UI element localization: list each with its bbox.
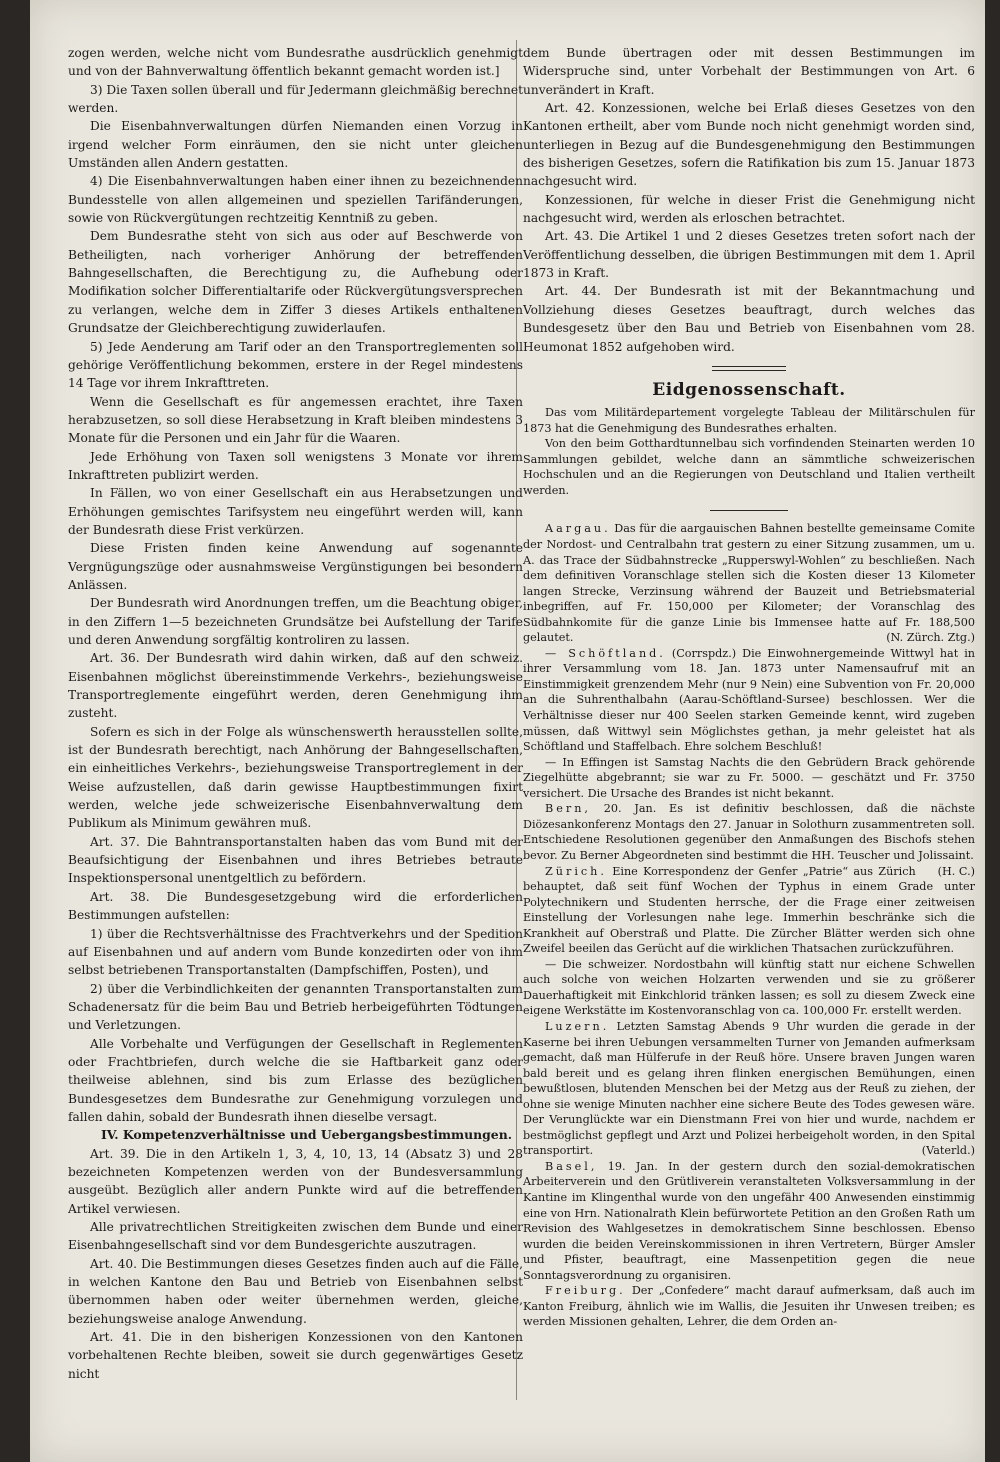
news-source: (Vaterld.) — [921, 1144, 975, 1158]
paragraph — [523, 405, 975, 436]
news-text: (Corrspdz.) Die Einwohnergemeinde Wittwyl hat in ihrer Versammlung vom 18. Jan. 1873 unter Namensaufruf mit an Einstimmigkeit grenzendem Mehr (nur 9 Nein) eine Subvention von Fr. 20,000 an die Suhrenthalbahn (Aarau-Schöftland-Sursee) beschlossen. Wer die Verhältnisse dieser nur 400 Seelen starken Gemeinde kennt, wird zugeben müssen, daß Wittwyl sein Möglichstes gethan, ja mehr geleistet hat als Schöftland und Staffelbach. Ehre solchem Beschluß! — [523, 646, 975, 754]
paragraph-text: Art. 36. Der Bundesrath wird dahin wirken, daß auf den schweiz. Eisenbahnen möglichst übereinstimmende Verkehrs-, beziehungsweise Transportreglemente eingeführt werden, deren Genehmigung ihm zusteht. — [68, 651, 523, 721]
news-place: Bern, — [545, 802, 591, 816]
news-place: Luzern. — [545, 1019, 610, 1033]
paragraph — [68, 1145, 523, 1218]
news-place: Aargau. — [545, 522, 611, 536]
paragraph — [68, 227, 523, 337]
news-place: Basel, — [545, 1159, 598, 1173]
paragraph — [68, 833, 523, 888]
paragraph-text: Alle Vorbehalte und Verfügungen der Gesellschaft in Reglementen oder Frachtbriefen, durch welche die sie Haftbarkeit ganz oder theilweise ablehnen, sind bis zum Erlasse des bezüglichen Bundesgesetzes dem Bundesrathe zur Genehmigung vorzulegen und fallen dahin, sobald der Bundesrath ihnen dieselbe versagt. — [68, 1036, 523, 1124]
paragraph-text: Alle privatrechtlichen Streitigkeiten zwischen dem Bunde und einer Eisenbahngesellschaft sind vor dem Bundesgerichte auszutragen. — [68, 1220, 523, 1253]
law-text-continuation — [523, 44, 975, 356]
paragraph — [68, 1328, 523, 1383]
news-place: — Schöftland. — [545, 646, 666, 660]
paragraph-text: 1) über die Rechtsverhältnisse des Frachtverkehrs und der Spedition auf Eisenbahnen und auf andern vom Bunde konzedirten oder von ihm selbst betriebenen Transportanstalten (Dampfschiffen, Posten), und — [68, 926, 523, 978]
paragraph-text: Art. 38. Die Bundesgesetzgebung wird die erforderlichen Bestimmungen aufstellen: — [68, 889, 523, 923]
news-item — [523, 521, 975, 645]
paragraph-text: In Fällen, wo von einer Gesellschaft ein aus Herabsetzungen und Erhöhungen gemischtes Tarifsystem neu eingeführt werden will, kann der Bundesrath diese Frist verkürzen. — [68, 486, 523, 537]
paragraph — [68, 117, 523, 172]
paragraph — [68, 925, 523, 980]
paragraph — [68, 888, 523, 925]
paragraph-text: Art. 41. Die in den bisherigen Konzessionen von den Kantonen vorbehaltenen Rechte bleiben, soweit sie durch gegenwärtiges Gesetz nicht — [68, 1330, 523, 1381]
paragraph — [68, 980, 523, 1035]
paragraph-text: 4) Die Eisenbahnverwaltungen haben einer ihnen zu bezeichnenden Bundesstelle von allen allgemeinen und speziellen Tarifänderungen, sowie von Rückvergütungen rechtzeitig Kenntniß zu geben. — [68, 174, 523, 226]
paragraph-text: Art. 40. Die Bestimmungen dieses Gesetzes finden auch auf die Fälle, in welchen Kantone den Bau und Betrieb von Eisenbahnen selbst übernommen haben oder weiter übernehmen werden, gleiche, beziehungsweise analoge Anwendung. — [68, 1256, 523, 1326]
law-text-part1 — [68, 44, 523, 1126]
paragraph-text: Jede Erhöhung von Taxen soll wenigstens 3 Monate vor ihrem Inkrafttreten publizirt werden. — [68, 449, 523, 482]
news-item — [523, 1019, 975, 1159]
paragraph-text: Dem Bundesrathe steht von sich aus oder auf Beschwerde von Betheiligten, nach vorheriger Anhörung der betreffenden Bahngesellschaften, die Berechtigung zu, die Aufhebung oder Modifikation solcher Differentialtarife oder Rückvergütungsversprechen zu verlangen, welche dem in Ziffer 3 dieses Artikels enthaltenen Grundsatze der Gleichberechtigung zuwiderlaufen. — [68, 229, 523, 336]
news-place: Freiburg. — [545, 1284, 626, 1298]
news-text: Letzten Samstag Abends 9 Uhr wurden die gerade in der Kaserne bei ihren Uebungen versammelten Turner von Jemanden aufmerksam gemacht, daß man Hülferufe in der Reuß höre. Unsere braven Jungen waren bald bereit und es gelang ihren flinken energischen Bemühungen, einen bewußtlosen, blutenden Menschen bei der Metzg aus der Reuß zu ziehen, der ohne sie wenige Minuten nachher eine sichere Beute des Todes gewesen wäre. Der Verunglückte war ein Dienstmann Frei von hier und wurde, nachdem er bestmöglichst gepflegt und Arzt und Polizei herbeigeholt worden, in den Spital transportirt. — [523, 1019, 975, 1158]
paragraph — [68, 448, 523, 485]
paragraph-text: 3) Die Taxen sollen überall und für Jedermann gleichmäßig berechnet werden. — [68, 82, 523, 116]
paragraph — [68, 539, 523, 594]
paragraph — [68, 81, 523, 118]
news-source: (H. C.) — [937, 864, 975, 878]
paragraph — [523, 282, 975, 355]
news-text: 20. Jan. Es ist definitiv beschlossen, daß die nächste Diözesankonferenz Montags den 27. Januar in Solothurn zusammentreten soll. Entschiedene Resolutionen gegenüber den Anmaßungen des Bischofs stehen bevor. Zu Berner Abgeordneten sind bestimmt die HH. Teuscher und Jolissaint. — [523, 802, 975, 862]
paragraph-text: Diese Fristen finden keine Anwendung auf sogenannte Vergnügungszüge oder ausnahmsweise Vergünstigungen bei besondern Anlässen. — [68, 541, 523, 592]
newspaper-page — [30, 0, 985, 1462]
section-title: IV. Kompetenzverhältnisse und Uebergangsbestimmungen. — [100, 1127, 513, 1143]
paragraph-text: Konzessionen, für welche in dieser Frist die Genehmigung nicht nachgesucht wird, werden als erloschen betrachtet. — [523, 192, 975, 226]
paragraph-text: 5) Jede Aenderung am Tarif oder an den Transportreglementen soll gehörige Veröffentlichung bekommen, erstere in der Regel mindestens 14 Tage vor ihrem Inkrafttreten. — [68, 339, 523, 391]
news-text: — Die schweizer. Nordostbahn will künftig statt nur eichene Schwellen auch solche von weichen Holzarten verwenden und sie zu größerer Dauerhaftigkeit mit Einkchlorid tränken lassen; es soll zu diesem Zweck eine eigene Werkstätte im Kostenvoranschlag von ca. 100,000 Fr. erstellt werden. — [523, 957, 975, 1018]
paragraph — [68, 1255, 523, 1328]
paragraph-text: Art. 44. Der Bundesrath ist mit der Bekanntmachung und Vollziehung dieses Gesetzes beauftragt, durch welches das Bundesgesetz über den Bau und Betrieb von Eisenbahnen vom 28. Heumonat 1852 aufgehoben wird. — [523, 284, 975, 354]
law-text-part2 — [68, 1145, 523, 1383]
separator-rule-short — [710, 510, 788, 511]
cantonal-news — [523, 521, 975, 1329]
paragraph — [68, 172, 523, 227]
news-text: Das für die aargauischen Bahnen bestellte gemeinsame Comite der Nordost- und Centralbahn trat gestern zu einer Sitzung zusammen, um u. A. das Trace der Südbahnstrecke „Rupperswyl-Wohlen“ zu beschließen. Nach dem definitiven Voranschlage stellen sich die Kosten dieser 13 Kilometer langen Strecke, Verzinsung während der Bauzeit und Betriebsmaterial inbegriffen, auf Fr. 150,000 per Kilometer; der Voranschlag des Südbahnkomite für die ganze Linie bis Immensee hatte auf Fr. 188,500 gelautet. — [523, 522, 976, 645]
news-item — [523, 864, 975, 957]
paragraph — [523, 99, 975, 191]
news-text: Der „Confedere“ macht darauf aufmerksam, daß auch im Kanton Freiburg, ähnlich wie im Wallis, die Jesuiten ihr Unwesen treiben; es werden Missionen gehalten, Lehrer, die dem Orden an- — [523, 1284, 975, 1329]
news-place: Zürich. — [545, 864, 607, 878]
news-text: — In Effingen ist Samstag Nachts die den Gebrüdern Brack gehörende Ziegelhütte abgebrannt; sie war zu Fr. 5000. — geschätzt und Fr. 3750 versichert. Die Ursache des Brandes ist nicht bekannt. — [523, 755, 975, 800]
federal-news — [523, 405, 975, 498]
right-column — [523, 44, 975, 1330]
paragraph-text: Von den beim Gotthardtunnelbau sich vorfindenden Steinarten werden 10 Sammlungen gebildet, welche dann an sämmtliche schweizerischen Hochschulen und an die Regierungen von Deutschland und Italien vertheilt werden. — [523, 437, 975, 497]
paragraph — [68, 1218, 523, 1255]
paragraph — [68, 723, 523, 833]
paragraph-text: Art. 39. Die in den Artikeln 1, 3, 4, 10, 13, 14 (Absatz 3) und 28 bezeichneten Kompetenzen werden von der Bundesversammlung ausgeübt. Bezüglich aller andern Punkte wird auf die betreffenden Artikel verwiesen. — [68, 1146, 523, 1216]
paragraph-text: Art. 43. Die Artikel 1 und 2 dieses Gesetzes treten sofort nach der Veröffentlichung desselben, die übrigen Bestimmungen mit dem 1. April 1873 in Kraft. — [523, 229, 975, 281]
news-item — [523, 646, 975, 755]
paragraph-text: Der Bundesrath wird Anordnungen treffen, um die Beachtung obiger, in den Ziffern 1—5 bezeichneten Grundsätze bei Aufstellung der Tarife und deren Anwendung sorgfältig kontroliren zu lassen. — [68, 596, 523, 647]
paragraph — [523, 44, 975, 99]
paragraph — [68, 649, 523, 722]
paragraph-text: Sofern es sich in der Folge als wünschenswerth herausstellen sollte, ist der Bundesrath berechtigt, nach Anhörung der Bahngesellschaften, ein einheitliches Verkehrs-, beziehungsweise Transportreglement in der Weise aufzustellen, daß darin gewisse Hauptbestimmungen fixirt werden, welche jede schweizerische Eisenbahnverwaltung dem Publikum als Minimum gewähren muß. — [68, 724, 523, 831]
paragraph-text: Die Eisenbahnverwaltungen dürfen Niemanden einen Vorzug in irgend welcher Form einräumen, den sie nicht unter gleichen Umständen allen Andern gestatten. — [68, 119, 523, 171]
paragraph — [68, 44, 523, 81]
news-item — [523, 957, 975, 1019]
paragraph — [523, 227, 975, 282]
paragraph-text: Art. 37. Die Bahntransportanstalten haben das vom Bund mit der Beaufsichtigung der Eisenbahnen und ihres Betriebes betraute Inspektionspersonal unentgeltlich zu befördern. — [68, 834, 523, 886]
paragraph-text: 2) über die Verbindlichkeiten der genannten Transportanstalten zum Schadenersatz für die beim Bau und Betrieb herbeigeführten Tödtungen und Verletzungen. — [68, 981, 523, 1033]
news-item — [523, 1283, 975, 1330]
paragraph — [68, 594, 523, 649]
news-text: 19. Jan. In der gestern durch den sozial-demokratischen Arbeiterverein und den Grütliverein veranstalteten Volksversammlung in der Kantine im Klingenthal wurde von den ungefähr 400 Anwesenden einstimmig eine von Hrn. Nationalrath Klein befürwortete Petition an den Großen Rath um Revision des Wahlgesetzes in demokratischem Sinne beschlossen. Ebenso wurden die beiden Vereinskommissionen in ihren Vertretern, Bürger Amsler und Pfister, beauftragt, eine Massenpetition gegen die neue Sonntagsverordnung zu organisiren. — [523, 1159, 975, 1282]
news-text: Eine Korrespondenz der Genfer „Patrie“ aus Zürich behauptet, daß seit fünf Wochen der Typhus in einem Grade unter Polytechnikern und Studenten herrsche, der die Frage einer zeitweisen Einstellung der Vorlesungen nahe lege. Immerhin beschränke sich die Krankheit auf Oberstraß und Platte. Die Zürcher Blätter werden sich ohne Zweifel beeilen das Gerücht auf die wirklichen Thatsachen zurückzuführen. — [523, 864, 975, 956]
left-column — [68, 44, 523, 1383]
news-item — [523, 1159, 975, 1283]
separator-rule — [712, 366, 786, 371]
news-heading: Eidgenossenschaft. — [652, 379, 846, 400]
paragraph — [68, 338, 523, 393]
paragraph-text: Wenn die Gesellschaft es für angemessen erachtet, ihre Taxen herabzusetzen, so soll diese Herabsetzung in Kraft bleiben mindestens 3 Monate für die Personen und ein Jahr für die Waaren. — [68, 394, 523, 446]
paragraph — [68, 393, 523, 448]
paragraph — [523, 191, 975, 228]
paragraph — [523, 436, 975, 498]
paragraph-text: dem Bunde übertragen oder mit dessen Bestimmungen im Widerspruche sind, unter Vorbehalt der Bestimmungen von Art. 6 unverändert in Kraft. — [523, 46, 975, 97]
paragraph-text: Das vom Militärdepartement vorgelegte Tableau der Militärschulen für 1873 hat die Genehmigung des Bundesrathes erhalten. — [523, 406, 975, 435]
news-source: (N. Zürch. Ztg.) — [886, 631, 975, 645]
paragraph — [68, 1035, 523, 1127]
paragraph-text: zogen werden, welche nicht vom Bundesrathe ausdrücklich genehmigt und von der Bahnverwaltung öffentlich bekannt gemacht worden ist.] — [68, 46, 523, 79]
news-item — [523, 755, 975, 802]
paragraph-text: Art. 42. Konzessionen, welche bei Erlaß dieses Gesetzes von den Kantonen ertheilt, aber vom Bunde noch nicht genehmigt worden sind, unterliegen in Bezug auf die Bundesgenehmigung den Bestimmungen des bisherigen Gesetzes, sofern die Ratifikation bis zum 15. Januar 1873 nachgesucht wird. — [523, 101, 975, 189]
paragraph — [68, 484, 523, 539]
